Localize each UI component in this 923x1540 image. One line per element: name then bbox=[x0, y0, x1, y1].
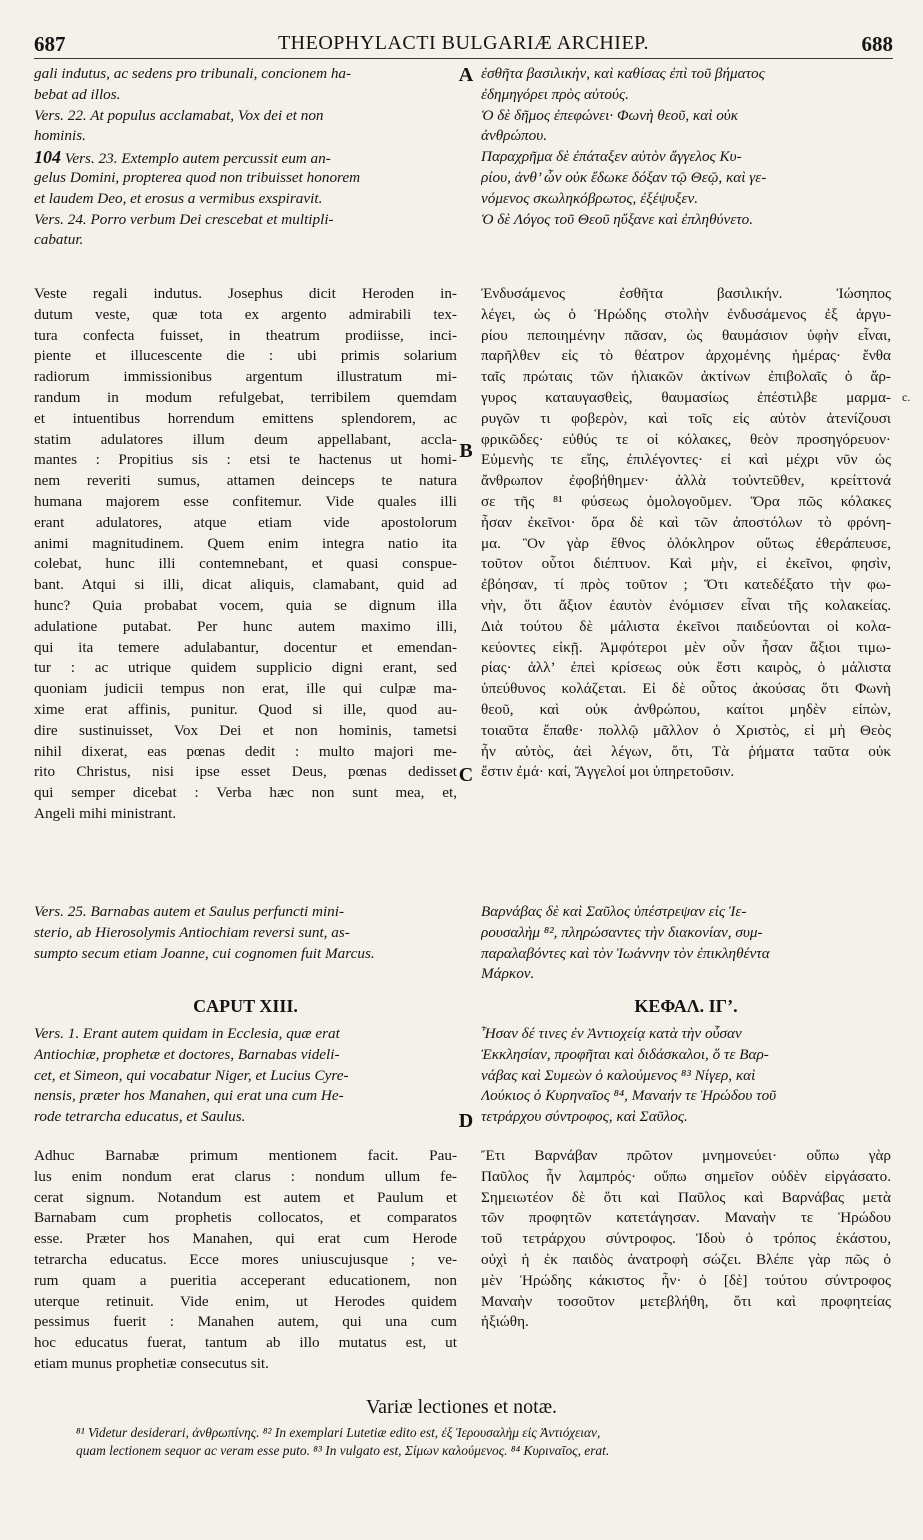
text-line: τοιαῦτα ἔπαθε· πολλῷ μᾶλλον ὁ Χριστὸς, εἰ μὴ Θεὸς bbox=[481, 721, 891, 739]
text-line: humana majorem esse confitemur. Vide quales illi bbox=[34, 492, 457, 510]
text-line: bebat ad illos. bbox=[34, 85, 121, 103]
text-line: Vers. 1. Erant autem quidam in Ecclesia, quæ erat bbox=[34, 1025, 340, 1042]
text-line: qui ita temere adulabantur, docentur et emendan- bbox=[34, 638, 457, 656]
text-line: ρουσαλὴμ ⁸², πληρώσαντες τὴν διακονίαν, συμ- bbox=[481, 923, 763, 941]
greek-verse-1 bbox=[481, 1024, 891, 1128]
notes-title: Variæ lectiones et notæ. bbox=[365, 1396, 558, 1418]
text-line: σε τῆς ⁸¹ φύσεως ὁμολογοῦμεν. Ὅρα πῶς κόλακες bbox=[481, 492, 891, 510]
text-line: ρίας· ἀλλ’ ἐπεὶ κρίσεως οὐκ ἔστι καιρὸς, ὁ μάλιστα bbox=[481, 659, 891, 677]
text-line: Λούκιος ὁ Κυρηναῖος ⁸⁴, Μαναήν τε Ἡρώδου τοῦ bbox=[481, 1087, 777, 1105]
text-line: lus enim nondum erat clarus : nondum ullum fe- bbox=[34, 1167, 457, 1185]
text-line: hominis. bbox=[34, 127, 86, 145]
text-line: Vers. 25. Barnabas autem et Saulus perfuncti mini- bbox=[34, 903, 345, 920]
margin-number: 104 bbox=[34, 147, 61, 168]
text-line: Παραχρῆμα δὲ ἐπάταξεν αὐτὸν ἄγγελος Κυ- bbox=[481, 148, 742, 166]
page-header bbox=[34, 32, 893, 59]
text-line: κεύοντες εἰκῇ. Ἀμφότεροι μὲν οὖν ἦσαν ἄξιοι τιμω- bbox=[481, 638, 891, 656]
text-line: μα. Ὃν γὰρ ἔθνος ὁλόκληρον οὕτως ἐθεράπευσε, bbox=[481, 534, 891, 552]
text-line: nensis, præter hos Manahen, qui erat una cum He- bbox=[34, 1087, 344, 1105]
text-line: gelus Domini, propterea quod non tribuisset honorem bbox=[34, 168, 361, 186]
text-line: xime erat affinis, punitur. Quod si ille, quod au- bbox=[34, 700, 457, 718]
text-line: Εὐμενὴς τε εἴης, ἐπιλέγοντες· εἰ καὶ μέχρι νῦν ὡς bbox=[481, 451, 891, 469]
greek-verse-25 bbox=[481, 902, 891, 985]
margin-letter-c: C bbox=[458, 764, 474, 786]
text-line: rum quam a pueritia acceperant educationem, non bbox=[34, 1271, 457, 1289]
text-line: νόμενος σκωληκόβρωτος, ἐξέψυξεν. bbox=[481, 189, 699, 207]
text-line: sterio, ab Hierosolymis Antiochiam reversi sunt, as- bbox=[34, 923, 350, 941]
latin-commentary bbox=[34, 284, 457, 825]
text-line: Angeli mihi ministrant. bbox=[34, 804, 177, 822]
text-line: hoc educatus fuerat, tantum ab illo mutatus est, ut bbox=[34, 1334, 457, 1352]
text-line: ἦν αὐτὸς, ἀεὶ λέγων, ὅτι, Τὰ ῥήματα ταῦτα οὐκ bbox=[481, 742, 891, 760]
text-line: Veste regali indutus. Josephus dicit Heroden in- bbox=[34, 285, 457, 302]
text-line: Ὁ δὲ δῆμος ἐπεφώνει· Φωνὴ θεοῦ, καὶ οὐκ bbox=[481, 106, 739, 124]
text-line: ἐβόησαν, τί πρὸς τοῦτον ; Ὅτι κατεδέξατο τὴν φω- bbox=[481, 576, 891, 594]
text-line: radiorum immissionibus argentum illustratum mi- bbox=[34, 368, 457, 386]
text-line: Ἐκκλησίαν, προφῆται καὶ διδάσκαλοι, ὅ τε Βαρ- bbox=[481, 1045, 769, 1063]
text-line: etiam munus prophetiæ consecutus sit. bbox=[34, 1354, 269, 1372]
text-line: οὐχὶ ἡ ἐκ παιδὸς ἀνατροφὴ σώζει. Βλέπε γὰρ πῶς ὁ bbox=[481, 1250, 891, 1268]
text-line: Βαρνάβας δὲ καὶ Σαῦλος ὑπέστρεψαν εἰς Ἱε- bbox=[481, 903, 747, 920]
running-title: THEOPHYLACTI BULGARIÆ ARCHIEP. bbox=[277, 32, 650, 54]
text-line: τοῦτον οὗτοι διέπτυον. Καὶ μὴν, εἰ ἐκεῖνοι, φησὶν, bbox=[481, 555, 891, 573]
text-line: colebat, hunc illi contemnebant, et quasi conspue- bbox=[34, 555, 457, 573]
text-line: λέγει, ὡς ὁ Ἡρώδης στολὴν ἐνδυσάμενος ἐξ ἀργυ- bbox=[481, 305, 891, 323]
notes-block bbox=[76, 1424, 896, 1460]
text-line: Διὰ τούτου δὲ μάλιστα ἐκεῖνοι παιδεύονται οἱ κολα- bbox=[481, 617, 891, 635]
text-line: Σημειωτέον δὲ ὅτι καὶ Παῦλος καὶ Βαρνάβας μετὰ bbox=[481, 1188, 891, 1206]
text-line: Μαναὴν τοσοῦτον μετεβλήθη, ὅτι καὶ προφητείας bbox=[481, 1292, 891, 1310]
text-line: et laudem Deo, et erosus a vermibus exspiravit. bbox=[34, 189, 323, 207]
text-line: animi magnitudinem. Quem enim integra natio ita bbox=[34, 534, 457, 552]
text-line: esse. Præter hos Manahen, qui erat cum Herode bbox=[34, 1230, 457, 1248]
text-line: ἄνθρωπον ἐφοβήθημεν· ἀλλὰ τοὐντεῦθεν, κρείττονά bbox=[481, 472, 891, 490]
chapter-heading: ΚΕΦΑΛ. ΙΓ’. bbox=[634, 996, 738, 1016]
greek-commentary-2 bbox=[481, 1146, 891, 1333]
text-line: ἐσθῆτα βασιλικὴν, καὶ καθίσας ἐπὶ τοῦ βήματος bbox=[481, 65, 765, 82]
text-line: piente et illucescente die : ubi primis solarium bbox=[34, 347, 457, 365]
text-line: Ἔτι Βαρνάβαν πρῶτον μνημονεύει· οὔπω γὰρ bbox=[481, 1147, 891, 1164]
text-line: παρῆλθεν εἰς τὸ θέατρον ἀρχομένης ἡμέρας· ἔνθα bbox=[481, 347, 891, 365]
text-line: sumpto secum etiam Joanne, cui cognomen fuit Marcus. bbox=[34, 944, 375, 962]
text-line: gali indutus, ac sedens pro tribunali, concionem ha- bbox=[34, 65, 352, 82]
text-line: Adhuc Barnabæ primum mentionem facit. Pau- bbox=[34, 1147, 457, 1164]
text-line: quoniam judicii tempus non erat, ille qui culpæ ma- bbox=[34, 680, 457, 698]
text-line: nihil dixerat, eas pœnas dedit : multo majori me- bbox=[34, 742, 457, 760]
text-line: φρικῶδες· εὐθύς τε οἱ κόλακες, θεὸν προσηγόρευον· bbox=[481, 430, 891, 448]
text-line: cet, et Simeon, qui vocabatur Niger, et Lucius Cyre- bbox=[34, 1066, 349, 1084]
margin-letter-a: A bbox=[458, 64, 474, 86]
text-line: dire sustinuisset, Vox Dei et non hominis, tametsi bbox=[34, 721, 457, 739]
text-line: ὑπεύθυνος κολάζεται. Εἰ δὲ οὗτος ἀκούσας ὅτι Φωνὴ bbox=[481, 680, 891, 698]
text-line: uterque retinuit. Vide enim, ut Herodes quidem bbox=[34, 1292, 457, 1310]
latin-chapter-heading bbox=[34, 996, 457, 1022]
note-line: ⁸¹ Videtur desiderari, ἀνθρωπίνης. ⁸² In exemplari Lutetiæ edito est, ἐξ Ἱερουσαλὴμ εἰς Ἀντιόχειαν, bbox=[76, 1425, 601, 1440]
margin-letter-b: B bbox=[459, 440, 473, 462]
text-line: rode tetrarcha educatus, et Saulus. bbox=[34, 1108, 246, 1126]
latin-verse-25 bbox=[34, 902, 457, 964]
text-line: erant adulatores, atque etiam vide apostolorum bbox=[34, 513, 457, 531]
text-line: ρίου πεποιημένην πᾶσαν, ὡς θαυμάσιον ὑφὴν εἶναι, bbox=[481, 326, 891, 344]
text-line: ρίου, ἀνθ’ ὧν οὐκ ἔδωκε δόξαν τῷ Θεῷ, καὶ γε- bbox=[481, 168, 767, 186]
text-line: nem reveriti sumus, attamen deinceps te natura bbox=[34, 472, 457, 490]
text-line: statim adulatores illum deum appellabant, accla- bbox=[34, 430, 457, 448]
text-line: ἦσαν ἐκεῖνοι· ὅρα δὲ καὶ τῶν ἀποστόλων τὸ φρόνη- bbox=[481, 513, 891, 531]
text-line: νάβας καὶ Συμεὼν ὁ καλούμενος ⁸³ Νίγερ, καὶ bbox=[481, 1066, 756, 1084]
text-line: dutum veste, quæ tota ex argento admirabili tex- bbox=[34, 305, 457, 323]
text-line: cerat signum. Notandum est autem et Paulum et bbox=[34, 1188, 457, 1206]
latin-verses-top bbox=[34, 64, 457, 251]
text-line: randum in modum refulgebat, terribilem quemdam bbox=[34, 388, 457, 406]
text-line: Ἦσαν δέ τινες ἐν Ἀντιοχείᾳ κατὰ τὴν οὖσαν bbox=[481, 1025, 742, 1042]
text-line: ἐδημηγόρει πρὸς αὐτούς. bbox=[481, 85, 629, 103]
greek-commentary bbox=[481, 284, 891, 783]
text-line: tura confecta fuisset, in theatrum prodiisse, inci- bbox=[34, 326, 457, 344]
text-line: γυρος καταυγασθεὶς, θαυμασίως ἐπέστιλβε μαρμα- bbox=[481, 388, 891, 406]
text-line: rito Christus, nisi ipse esset Deus, pœnas dedisset bbox=[34, 763, 457, 781]
text-line: τετράρχου σύντροφος, καὶ Σαῦλος. bbox=[481, 1108, 688, 1126]
text-line: τοῦ τετράρχου σύντροφος. Ἰδοὺ ὁ τρόπος ἑκάστου, bbox=[481, 1230, 891, 1248]
text-line: ἠξιώθη. bbox=[481, 1313, 529, 1331]
text-line: Παῦλος ἦν λαμπρός· οὔπω σημεῖον οὐδὲν εἰργάσατο. bbox=[481, 1167, 891, 1185]
text-line: bant. Atqui si illi, dicat aliquis, clamabant, quid ad bbox=[34, 576, 457, 594]
text-line: et intuentibus horrendum emittens splendorem, ac bbox=[34, 409, 457, 427]
page-number-left: 687 bbox=[34, 32, 66, 56]
note-line: quam lectionem sequor ac veram esse puto. ⁸³ In vulgato est, Σίμων καλούμενος. ⁸⁴ Κυριναῖος, erat. bbox=[76, 1443, 610, 1458]
text-line: 104 Vers. 23. Extemplo autem percussit eum an- bbox=[34, 147, 331, 168]
text-line: adulatione putabat. Per hunc autem maximo illi, bbox=[34, 617, 457, 635]
text-line: νὴν, ὅτι ἄξιον ἑαυτὸν ἐνόμισεν εἶναι τῆς κολακείας. bbox=[481, 596, 891, 614]
text-line: pessimus fuerit : Manahen autem, qui una cum bbox=[34, 1313, 457, 1331]
text-line: τῶν προφητῶν κατετάγησαν. Μαναὴν τε Ἡρώδου bbox=[481, 1209, 891, 1227]
text-line: ἔστιν ἐμά· καί, Ἄγγελοί μοι ὑπηρετοῦσιν. bbox=[481, 763, 735, 781]
greek-chapter-heading bbox=[481, 996, 891, 1022]
text-line: Antiochiæ, prophetæ et doctores, Barnabas videli- bbox=[34, 1045, 340, 1063]
greek-verses-top bbox=[481, 64, 891, 230]
text-line: qui semper dicebat : Verba hæc non sunt mea, et, bbox=[34, 784, 457, 802]
text-line: θεοῦ, καὶ οὐκ ἀνθρώπου, καίτοι μηδὲν εἰπὼν, bbox=[481, 700, 891, 718]
text-line: Vers. 22. At populus acclamabat, Vox dei et non bbox=[34, 106, 324, 124]
text-line: ταῖς πρώταις τῶν ἡλιακῶν ἀκτίνων ἐπιβολαῖς ὁ ἄρ- bbox=[481, 368, 891, 386]
text-line: ρυγῶν τι φοβερὸν, καὶ τοῖς εἰς αὐτὸν ἀτενίζουσι bbox=[481, 409, 891, 427]
text-line: Μάρκον. bbox=[481, 965, 535, 983]
text-line: hunc? Quia probabat vocem, quia se dignum illa bbox=[34, 596, 457, 614]
margin-letter-d: D bbox=[458, 1110, 474, 1132]
margin-mark: c. bbox=[902, 390, 911, 404]
latin-verse-1 bbox=[34, 1024, 457, 1128]
text-line: Ἐνδυσάμενος ἐσθῆτα βασιλικήν. Ἰώσηπος bbox=[481, 285, 891, 302]
page-number-right: 688 bbox=[861, 32, 893, 56]
chapter-heading: CAPUT XIII. bbox=[193, 996, 298, 1016]
text-line: mantes : Propitius sis : etsi te hactenus ut homi- bbox=[34, 451, 457, 469]
latin-commentary-2 bbox=[34, 1146, 457, 1375]
text-line: cabatur. bbox=[34, 231, 84, 249]
text-line: Barnabam cum prophetis collocatos, et comparatos bbox=[34, 1209, 457, 1227]
text-line: μὲν Ἡρώδης κάκιστος ἦν· ὁ [δὲ] τούτου σύντροφος bbox=[481, 1271, 891, 1289]
text-line: Ὁ δὲ Λόγος τοῦ Θεοῦ ηὔξανε καὶ ἐπληθύνετο. bbox=[481, 210, 754, 228]
text-line: ἀνθρώπου. bbox=[481, 127, 548, 145]
text-line: tetrarcha educatus. Ecce mores uniuscujusque ; ve- bbox=[34, 1250, 457, 1268]
text-line: tur : ac utrique quidem supplicio digni erant, sed bbox=[34, 659, 457, 677]
text-line: παραλαβόντες καὶ τὸν Ἰωάννην τὸν ἐπικληθέντα bbox=[481, 944, 770, 962]
text-line: Vers. 24. Porro verbum Dei crescebat et multipli- bbox=[34, 210, 334, 228]
